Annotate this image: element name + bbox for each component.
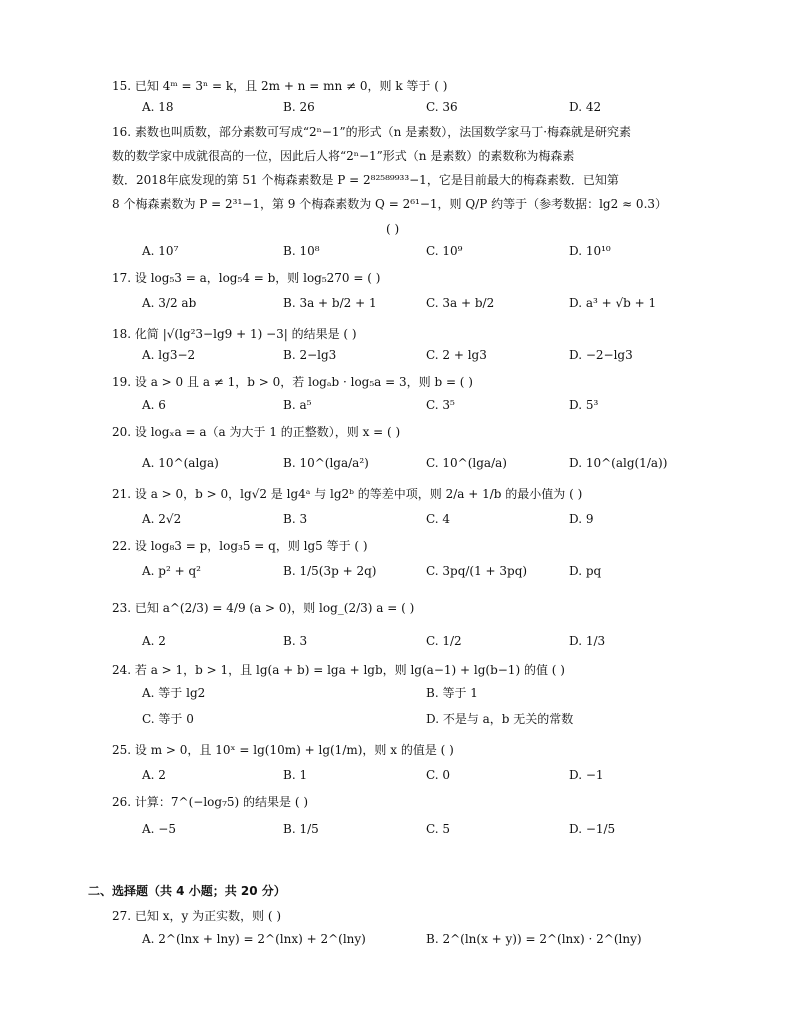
q19-option-c: C. 3⁵ — [426, 398, 455, 412]
question-19-stem: 19. 设 a > 0 且 a ≠ 1，b > 0，若 logₐb · log₅a = 3，则 b = ( ) — [112, 375, 473, 389]
q19-option-d: D. 5³ — [569, 398, 599, 412]
q17-option-b: B. 3a + b/2 + 1 — [283, 296, 377, 310]
q25-option-d: D. −1 — [569, 768, 604, 782]
q24-option-c: C. 等于 0 — [142, 712, 194, 726]
q20-option-d: D. 10^(alg(1/a)) — [569, 456, 668, 470]
question-26-stem: 26. 计算：7^(−log₇5) 的结果是 ( ) — [112, 795, 309, 809]
q20-option-c: C. 10^(lga/a) — [426, 456, 507, 470]
q19-option-b: B. a⁵ — [283, 398, 312, 412]
q18-option-b: B. 2−lg3 — [283, 348, 337, 362]
q18-option-c: C. 2 + lg3 — [426, 348, 487, 362]
q18-option-a: A. lg3−2 — [142, 348, 196, 362]
q22-option-b: B. 1/5(3p + 2q) — [283, 564, 377, 578]
q16-line: 数的数学家中成就很高的一位，因此后人将“2ⁿ−1”形式（n 是素数）的素数称为梅森素 — [112, 149, 575, 163]
q21-option-b: B. 3 — [283, 512, 308, 526]
question-16-stem — [112, 120, 682, 216]
q18-option-d: D. −2−lg3 — [569, 348, 633, 362]
question-18-stem: 18. 化简 |√(lg²3−lg9 + 1) −3| 的结果是 ( ) — [112, 327, 357, 341]
question-27-stem: 27. 已知 x，y 为正实数，则 ( ) — [112, 909, 282, 923]
q16-line: 数．2018年底发现的第 51 个梅森素数是 P = 2⁸²⁵⁸⁹⁹³³−1，它是目前最大的梅森素数．已知第 — [112, 173, 619, 187]
q27-option-a: A. 2^(lnx + lny) = 2^(lnx) + 2^(lny) — [142, 932, 366, 946]
q22-option-a: A. p² + q² — [142, 564, 201, 578]
q25-option-b: B. 1 — [283, 768, 308, 782]
q22-option-d: D. pq — [569, 564, 602, 578]
q23-option-a: A. 2 — [142, 634, 166, 648]
q17-option-c: C. 3a + b/2 — [426, 296, 495, 310]
q16-option-c: C. 10⁹ — [426, 244, 463, 258]
question-15-stem: 15. 已知 4ᵐ = 3ⁿ = k，且 2m + n = mn ≠ 0，则 k 等于 ( ) — [112, 79, 448, 93]
question-22-stem: 22. 设 log₈3 = p，log₃5 = q，则 lg5 等于 ( ) — [112, 539, 368, 553]
q26-option-b: B. 1/5 — [283, 822, 319, 836]
q21-option-a: A. 2√2 — [142, 512, 182, 526]
q19-option-a: A. 6 — [142, 398, 166, 412]
q16-option-d: D. 10¹⁰ — [569, 244, 611, 258]
question-21-stem: 21. 设 a > 0，b > 0，lg√2 是 lg4ᵃ 与 lg2ᵇ 的等差中项，则 2/a + 1/b 的最小值为 ( ) — [112, 487, 583, 501]
q21-option-d: D. 9 — [569, 512, 594, 526]
q21-option-c: C. 4 — [426, 512, 451, 526]
q17-option-d: D. a³ + √b + 1 — [569, 296, 657, 310]
question-23-stem: 23. 已知 a^(2/3) = 4/9 (a > 0)，则 log_(2/3) a = ( ) — [112, 601, 415, 615]
q16-option-a: A. 10⁷ — [142, 244, 179, 258]
q26-option-c: C. 5 — [426, 822, 451, 836]
q15-option-b: B. 26 — [283, 100, 315, 114]
q15-option-d: D. 42 — [569, 100, 602, 114]
q26-option-d: D. −1/5 — [569, 822, 616, 836]
q26-option-a: A. −5 — [142, 822, 176, 836]
q16-line: 16. 素数也叫质数，部分素数可写成“2ⁿ−1”的形式（n 是素数），法国数学家马丁·梅森就是研究素 — [112, 125, 632, 139]
question-17-stem: 17. 设 log₅3 = a，log₅4 = b，则 log₅270 = ( ) — [112, 271, 381, 285]
q20-option-b: B. 10^(lga/a²) — [283, 456, 369, 470]
question-24-stem: 24. 若 a > 1，b > 1，且 lg(a + b) = lga + lgb，则 lg(a−1) + lg(b−1) 的值 ( ) — [112, 663, 565, 677]
section-2-title: 二、选择题（共 4 小题；共 20 分） — [88, 884, 286, 898]
q23-option-b: B. 3 — [283, 634, 308, 648]
q16-line: 8 个梅森素数为 P = 2³¹−1，第 9 个梅森素数为 Q = 2⁶¹−1，则 Q/P 约等于（参考数据：lg2 ≈ 0.3） — [112, 197, 668, 211]
q15-option-a: A. 18 — [142, 100, 174, 114]
q24-option-b: B. 等于 1 — [426, 686, 478, 700]
q16-option-b: B. 10⁸ — [283, 244, 320, 258]
q15-option-c: C. 36 — [426, 100, 458, 114]
q23-option-c: C. 1/2 — [426, 634, 462, 648]
q17-option-a: A. 3/2 ab — [142, 296, 197, 310]
q24-option-d: D. 不是与 a，b 无关的常数 — [426, 712, 574, 726]
q25-option-c: C. 0 — [426, 768, 451, 782]
q25-option-a: A. 2 — [142, 768, 166, 782]
q16-answer-paren: ( ) — [386, 222, 400, 236]
q22-option-c: C. 3pq/(1 + 3pq) — [426, 564, 528, 578]
question-25-stem: 25. 设 m > 0，且 10ˣ = lg(10m) + lg(1/m)，则 x 的值是 ( ) — [112, 743, 454, 757]
q27-option-b: B. 2^(ln(x + y)) = 2^(lnx) · 2^(lny) — [426, 932, 642, 946]
q23-option-d: D. 1/3 — [569, 634, 606, 648]
q20-option-a: A. 10^(alga) — [142, 456, 219, 470]
q24-option-a: A. 等于 lg2 — [142, 686, 206, 700]
question-20-stem: 20. 设 logₓa = a（a 为大于 1 的正整数），则 x = ( ) — [112, 425, 401, 439]
